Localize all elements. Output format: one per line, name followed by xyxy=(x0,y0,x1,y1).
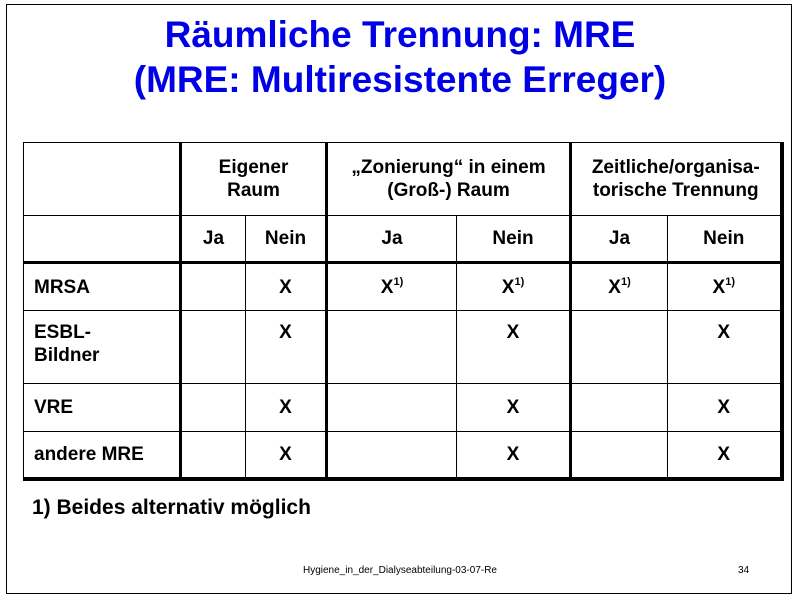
title-line-1: Räumliche Trennung: MRE xyxy=(164,14,636,55)
table-cell: $X^{1)}$ xyxy=(327,263,457,311)
table-cell: $X^{1)}$ xyxy=(668,263,782,311)
table-cell xyxy=(181,263,246,311)
table-cell: $X^{1)}$ xyxy=(571,263,668,311)
footnote-marker: 1) xyxy=(725,275,735,288)
table-row xyxy=(24,432,782,479)
table-cell xyxy=(327,311,457,384)
table-row xyxy=(24,311,782,384)
row-label: VRE xyxy=(24,384,181,432)
footnote-text: 1) Beides alternativ möglich xyxy=(32,496,311,519)
table-cell: X xyxy=(457,384,571,432)
table-subheader-row xyxy=(24,216,782,263)
row-label: ESBL-Bildner xyxy=(24,311,181,384)
table-cell: $X^{1)}$ xyxy=(457,263,571,311)
row-label: MRSA xyxy=(24,263,181,311)
table-group-header-row xyxy=(24,143,782,216)
footnote-marker: 1) xyxy=(620,275,631,288)
table-cell: X xyxy=(457,432,571,479)
table-cell: X xyxy=(246,311,327,384)
row-label: andere MRE xyxy=(24,432,181,479)
table-cell xyxy=(181,311,246,384)
page-number: 34 xyxy=(738,565,750,576)
title-line-2: (MRE: Multiresistente Erreger) xyxy=(133,59,667,100)
table-cell xyxy=(571,432,668,479)
footer-filename: Hygiene_in_der_Dialyseabteilung-03-07-Re xyxy=(302,565,497,576)
table-cell: X xyxy=(246,263,327,311)
subheader-nein: Nein xyxy=(457,216,571,263)
table-cell xyxy=(181,384,246,432)
group-header-zonierung: „Zonierung“ in einem (Groß-) Raum xyxy=(327,143,571,216)
table-row xyxy=(24,263,782,311)
subheader-ja: Ja xyxy=(571,216,668,263)
table-cell xyxy=(327,432,457,479)
table-cell: X xyxy=(246,384,327,432)
table-cell xyxy=(327,384,457,432)
subheader-nein: Nein xyxy=(668,216,782,263)
table-cell: X xyxy=(246,432,327,479)
table-corner-cell xyxy=(24,143,181,216)
table-cell: X xyxy=(668,432,782,479)
group-header-eigener-raum: Eigener Raum xyxy=(181,143,327,216)
table-subheader-empty xyxy=(24,216,181,263)
subheader-nein: Nein xyxy=(246,216,327,263)
slide-title xyxy=(0,12,800,102)
table-cell: X xyxy=(668,384,782,432)
table-cell: X xyxy=(457,311,571,384)
subheader-ja: Ja xyxy=(181,216,246,263)
table-cell xyxy=(181,432,246,479)
subheader-ja: Ja xyxy=(327,216,457,263)
table-cell xyxy=(571,384,668,432)
table-cell: X xyxy=(668,311,782,384)
isolation-table xyxy=(23,142,784,481)
table-row xyxy=(24,384,782,432)
group-header-zeitliche-trennung: Zeitliche/organisa-torische Trennung xyxy=(571,143,782,216)
table-cell xyxy=(571,311,668,384)
footnote-marker: 1) xyxy=(393,275,404,288)
footnote-marker: 1) xyxy=(514,275,525,288)
